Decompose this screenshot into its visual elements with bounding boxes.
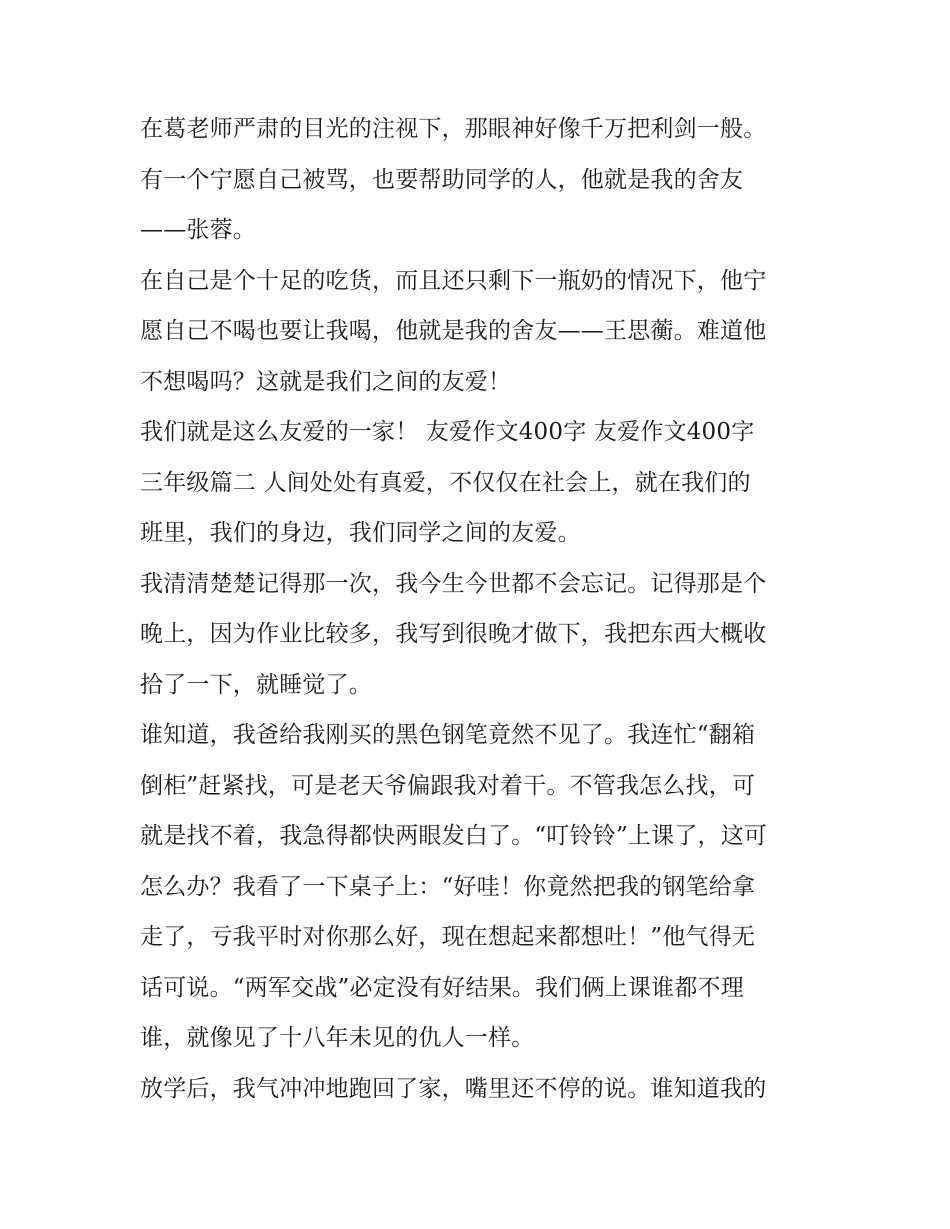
text-line: 拾了一下，就睡觉了。 (140, 671, 372, 698)
text-line: 怎么办？我看了一下桌子上：“好哇！你竟然把我的钢笔给拿 (140, 873, 756, 900)
text-line: 在葛老师严肃的目光的注视下，那眼神好像千万把利剑一般。 (140, 116, 767, 142)
text-line: 我清清楚楚记得那一次，我今生今世都不会忘记。记得那是个 (140, 570, 767, 597)
text-line: 话可说。“两军交战”必定没有好结果。我们俩上课谁都不理 (140, 974, 744, 1001)
text-line: 我们就是这么友爱的一家！ 友爱作文400字 友爱作文400字 (140, 419, 755, 445)
text-line: 倒柜”赶紧找，可是老天爷偏跟我对着干。不管我怎么找，可 (140, 772, 756, 799)
text-line: 谁知道，我爸给我刚买的黑色钢笔竟然不见了。我连忙“翻箱 (140, 722, 756, 748)
document-body (140, 104, 820, 1114)
text-line: 谁，就像见了十八年未见的仇人一样。 (140, 1025, 535, 1051)
text-line: 不想喝吗？这就是我们之间的友爱！ (140, 368, 512, 395)
text-line: 三年级篇二 人间处处有真爱，不仅仅在社会上，就在我们的 (140, 469, 751, 496)
text-line: 就是找不着，我急得都快两眼发白了。“叮铃铃”上课了，这可 (140, 823, 768, 849)
text-line: ——张蓉。 (140, 217, 256, 243)
text-line: 有一个宁愿自己被骂，也要帮助同学的人，他就是我的舍友 (140, 166, 744, 193)
text-line: 放学后，我气冲冲地跑回了家，嘴里还不停的说。谁知道我的 (140, 1075, 767, 1102)
text-line: 班里，我们的身边，我们同学之间的友爱。 (140, 520, 581, 546)
text-line: 晚上，因为作业比较多，我写到很晚才做下，我把东西大概收 (140, 621, 767, 647)
text-line: 在自己是个十足的吃货，而且还只剩下一瓶奶的情况下，他宁 (140, 267, 767, 294)
text-line: 愿自己不喝也要让我喝，他就是我的舍友——王思蘅。难道他 (140, 318, 767, 344)
text-line: 走了，亏我平时对你那么好，现在想起来都想吐！”他气得无 (140, 924, 756, 950)
